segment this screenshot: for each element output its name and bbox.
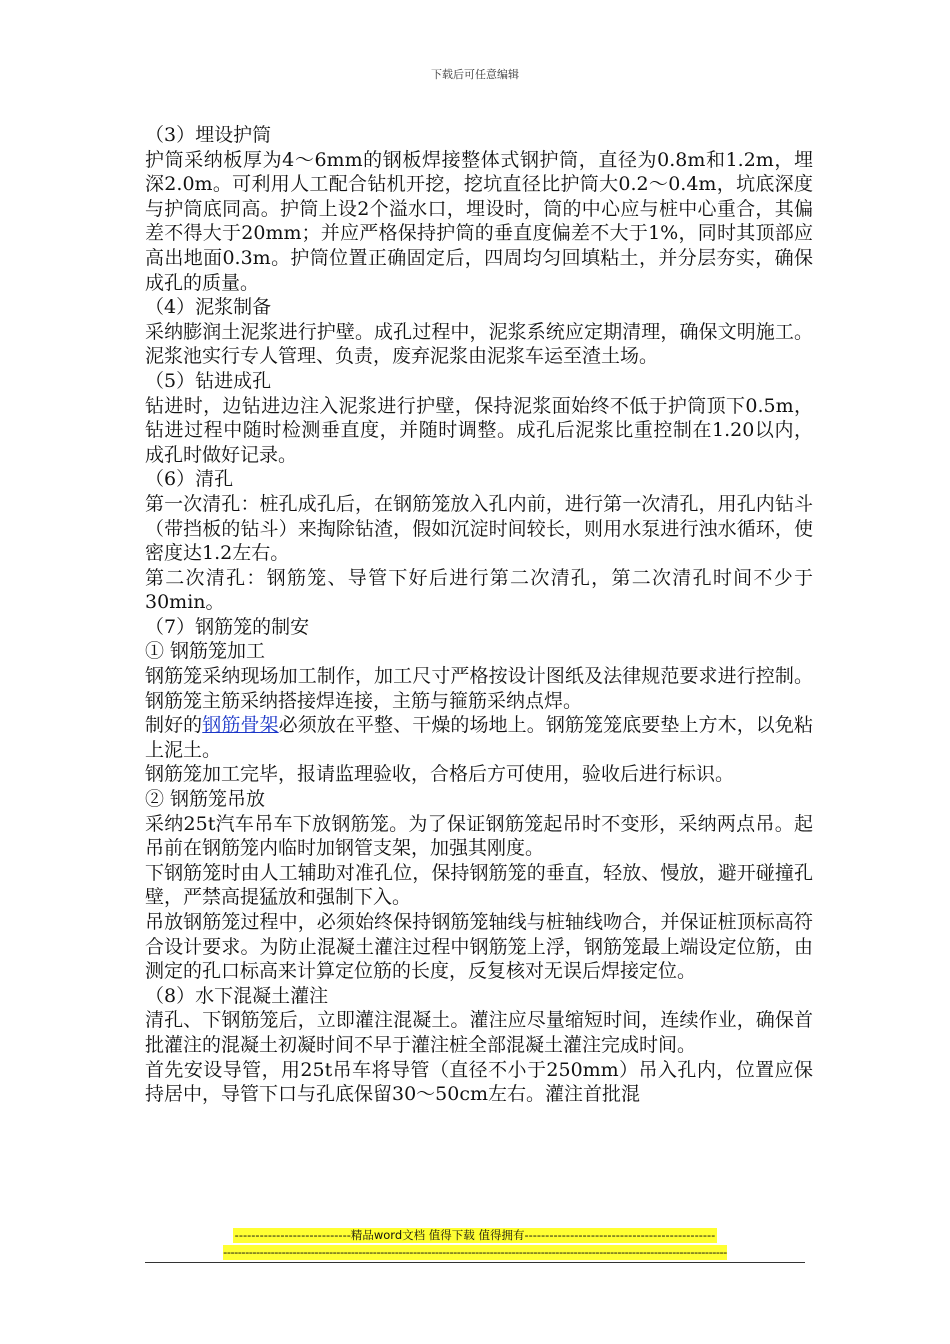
section-7-1-paragraph-1: 钢筋笼采纳现场加工制作，加工尺寸严格按设计图纸及法律规范要求进行控制。钢筋笼主筋采纳搭接焊连接，主筋与箍筋采纳点焊。 — [145, 665, 813, 712]
page-header: 下载后可任意编辑 — [431, 68, 519, 81]
section-3-paragraph: 护筒采纳板厚为4～6mm的钢板焊接整体式钢护筒，直径为0.8m和1.2m，埋深2.0m。可利用人工配合钻机开挖，挖坑直径比护筒大0.2～0.4m，坑底深度与护筒底同高。护筒上设2个溢水口，埋设时，筒的中心应与桩中心重合，其偏差不得大于20mm；并应严格保持护筒的垂直度偏差不大于1%，同时其顶部应高出地面0.3m。护筒位置正确固定后，四周均匀回填粘土，并分层夯实，确保成孔的质量。 — [145, 148, 813, 294]
paragraph-text-before-link: 制好的 — [145, 714, 203, 737]
section-6-heading: （6）清孔 — [145, 468, 234, 491]
section-4-paragraph: 采纳膨润土泥浆进行护壁。成孔过程中，泥浆系统应定期清理，确保文明施工。泥浆池实行专人管理、负责，废弃泥浆由泥浆车运至渣土场。 — [145, 320, 813, 368]
rebar-cage-link[interactable]: 钢筋骨架 — [202, 714, 279, 737]
section-7-1-heading: ① 钢筋笼加工 — [145, 640, 266, 663]
section-7-2-paragraph-2: 下钢筋笼时由人工辅助对准孔位，保持钢筋笼的垂直，轻放、慢放，避开碰撞孔壁，严禁高提猛放和强制下入。 — [145, 861, 813, 909]
section-4-heading: （4）泥浆制备 — [145, 296, 272, 319]
section-7-2-paragraph-1: 采纳25t汽车吊车下放钢筋笼。为了保证钢筋笼起吊时不变形，采纳两点吊。起吊前在钢筋笼内临时加钢管支架，加强其刚度。 — [145, 812, 813, 860]
section-8-heading: （8）水下混凝土灌注 — [145, 984, 329, 1007]
section-6-paragraph-1: 第一次清孔：桩孔成孔后，在钢筋笼放入孔内前，进行第一次清孔，用孔内钻斗（带挡板的钻斗）来掏除钻渣，假如沉淀时间较长，则用水泵进行浊水循环，使密度达1.2左右。 — [145, 492, 813, 565]
section-5-paragraph: 钻进时，边钻进边注入泥浆进行护壁，保持泥浆面始终不低于护筒顶下0.5m，钻进过程中随时检测垂直度，并随时调整。成孔后泥浆比重控制在1.20以内，成孔时做好记录。 — [145, 394, 813, 466]
paragraph-text-after-link: 必须放在平整、干燥的场地上。钢筋笼笼底要垫上方木，以免粘上泥土。 — [145, 714, 813, 761]
footer-rule — [145, 1262, 805, 1263]
section-8-paragraph-1: 清孔、下钢筋笼后，立即灌注混凝土。灌注应尽量缩短时间，连续作业，确保首批灌注的混凝土初凝时间不早于灌注桩全部混凝土灌注完成时间。 — [145, 1009, 813, 1056]
section-7-2-paragraph-3: 吊放钢筋笼过程中，必须始终保持钢筋笼轴线与桩轴线吻合，并保证桩顶标高符合设计要求。为防止混凝土灌注过程中钢筋笼上浮，钢筋笼最上端设定位筋，由测定的孔口标高来计算定位筋的长度，反复核对无误后焊接定位。 — [145, 911, 813, 983]
footer-banner-line-1: ----------------------------精品word文档 值得下载 值得拥有---------------------------------------------- — [234, 1228, 716, 1242]
section-7-1-paragraph-2 — [145, 713, 813, 762]
section-7-1-paragraph-3: 钢筋笼加工完毕，报请监理验收，合格后方可使用，验收后进行标识。 — [145, 763, 735, 786]
page-footer — [0, 1228, 950, 1260]
section-5-heading: （5）钻进成孔 — [145, 369, 272, 392]
document-body — [145, 123, 813, 1107]
section-7-heading: （7）钢筋笼的制安 — [145, 615, 310, 638]
section-3-heading: （3）埋设护筒 — [145, 124, 272, 146]
section-6-paragraph-2: 第二次清孔：钢筋笼、导管下好后进行第二次清孔，第二次清孔时间不少于30min。 — [145, 566, 813, 614]
section-8-paragraph-2: 首先安设导管，用25t吊车将导管（直径不小于250mm）吊入孔内，位置应保持居中，导管下口与孔底保留30～50cm左右。灌注首批混 — [145, 1058, 813, 1106]
section-7-2-heading: ② 钢筋笼吊放 — [145, 788, 266, 811]
footer-banner-line-2: ------------------------------------------------------------------------------------------------------------------------------------------ — [223, 1245, 727, 1259]
